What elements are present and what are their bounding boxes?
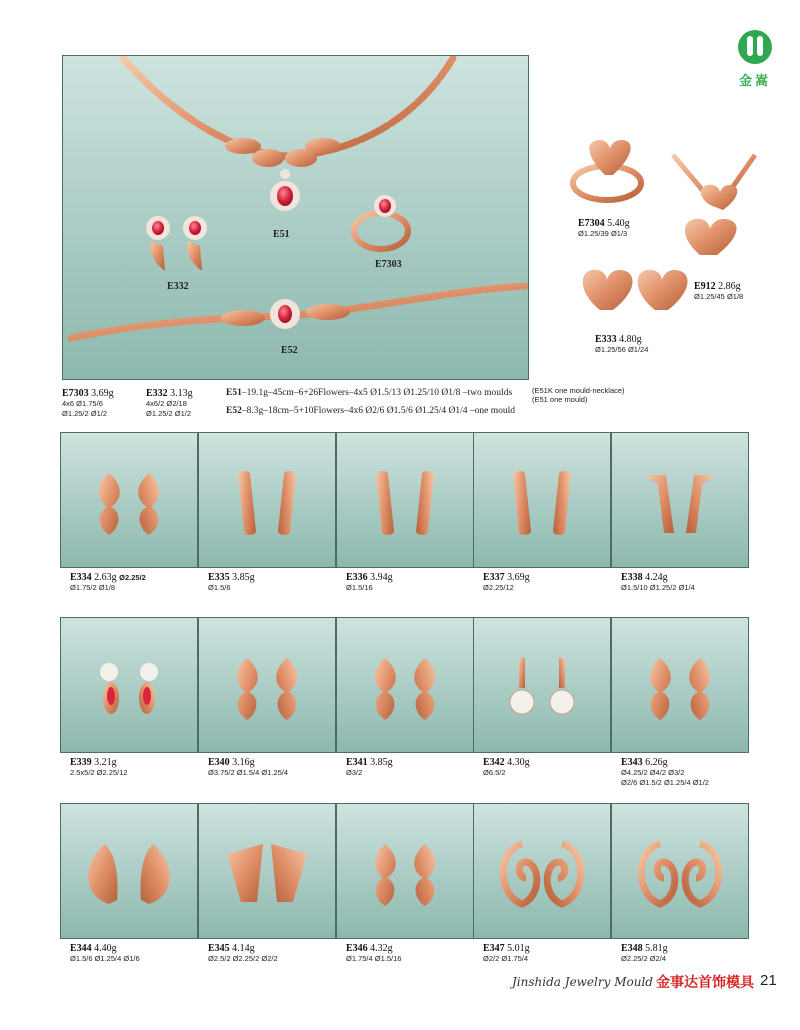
footer-brand-chinese: 金事达首饰模具 — [656, 975, 754, 991]
product-panel-e336 — [336, 432, 474, 568]
code: E332 — [146, 388, 168, 399]
spec-2: Ø2.25/12 — [483, 583, 514, 592]
necklace-pendant — [225, 138, 341, 211]
spec-2: Ø2.5/2 Ø2.25/2 Ø2/2 — [208, 954, 278, 963]
ring-e7303 — [354, 195, 408, 249]
caption-e345 — [208, 943, 346, 964]
spec: Ø1.25/45 Ø1/8 — [694, 292, 744, 301]
caption-e335 — [208, 572, 346, 593]
spec-2: Ø6.5/2 — [483, 768, 506, 777]
hero-jewelry-illustration — [63, 56, 528, 379]
side-jewelry-illustration — [555, 135, 795, 350]
product-panel-e348 — [611, 803, 749, 939]
weight: 4.32g — [370, 943, 393, 954]
code: E344 — [70, 943, 92, 954]
product-panel-e334 — [60, 432, 198, 568]
spec-1: 4x6/2 Ø2/18 — [146, 399, 187, 408]
earring-pair-illustration — [474, 433, 610, 567]
spec-2: Ø1.75/2 Ø1/8 — [70, 583, 116, 592]
brand-logo — [728, 30, 782, 92]
caption-e51 — [226, 386, 512, 401]
code: E51 — [226, 388, 242, 398]
spec-2: Ø3/2 — [346, 768, 363, 777]
caption-e336 — [346, 572, 484, 593]
description: –19.1g–45cm–6+26Flowers–4x5 Ø1.5/13 Ø1.25/10 Ø1/8 –two moulds — [241, 388, 513, 398]
earring-pair-illustration — [199, 618, 335, 752]
earring-pair-illustration — [474, 804, 610, 938]
caption-e912 — [694, 281, 743, 302]
weight: 4.30g — [507, 757, 530, 768]
spec-3: Ø2/6 Ø1.5/2 Ø1.25/4 Ø1/2 — [621, 778, 709, 787]
code: E339 — [70, 757, 92, 768]
weight: 5.40g — [607, 218, 630, 229]
weight: 4.14g — [232, 943, 255, 954]
spec-2: Ø1.25/2 Ø1/2 — [62, 409, 108, 418]
product-panel-e347 — [473, 803, 611, 939]
caption-e339 — [70, 757, 208, 778]
weight: 4.40g — [94, 943, 117, 954]
spec-2: Ø1.5/10 Ø1.25/2 Ø1/4 — [621, 583, 695, 592]
hero-panel — [62, 55, 529, 380]
product-panel-e337 — [473, 432, 611, 568]
caption-e52 — [226, 404, 515, 419]
code: E7303 — [62, 388, 89, 399]
code: E336 — [346, 572, 368, 583]
spec-2: Ø1.75/4 Ø1.5/16 — [346, 954, 402, 963]
product-panel-e338 — [611, 432, 749, 568]
earring-pair-illustration — [337, 433, 473, 567]
spec: Ø1.25/56 Ø1/24 — [595, 345, 649, 354]
caption-e342 — [483, 757, 621, 778]
page-number: 21 — [760, 972, 777, 989]
earring-pair-illustration — [61, 804, 197, 938]
caption-e333 — [595, 334, 648, 355]
code: E338 — [621, 572, 643, 583]
spec-1: Ø2.25/2 — [119, 573, 146, 582]
product-panel-e335 — [198, 432, 336, 568]
earring-pair-illustration — [61, 618, 197, 752]
spec-2: Ø2/2 Ø1.75/4 — [483, 954, 529, 963]
code: E912 — [694, 281, 716, 292]
weight: 2.86g — [718, 281, 741, 292]
earring-pair-illustration — [61, 433, 197, 567]
earring-pair-illustration — [612, 804, 748, 938]
weight: 3.85g — [370, 757, 393, 768]
description: –8.3g–18cm–5+10Flowers–4x6 Ø2/6 Ø1.5/6 Ø1.25/4 Ø1/4 –one mould — [241, 406, 516, 416]
caption-e346 — [346, 943, 484, 964]
label-e51: E51 — [273, 229, 290, 240]
label-e332: E332 — [167, 281, 189, 292]
earring-pair-illustration — [337, 618, 473, 752]
caption-e334 — [70, 572, 208, 593]
weight: 4.24g — [645, 572, 668, 583]
spec-2: Ø2.25/2 Ø2/4 — [621, 954, 667, 963]
bracelet-center — [221, 299, 350, 329]
caption-e7304 — [578, 218, 630, 239]
code: E340 — [208, 757, 230, 768]
weight: 5.01g — [507, 943, 530, 954]
spec-2: Ø1.5/16 — [346, 583, 373, 592]
weight: 3.21g — [94, 757, 117, 768]
code: E52 — [226, 406, 242, 416]
product-panel-e342 — [473, 617, 611, 753]
spec-2: Ø1.25/2 Ø1/2 — [146, 409, 192, 418]
weight: 3.85g — [232, 572, 255, 583]
code: E348 — [621, 943, 643, 954]
spec-2: Ø3.75/2 Ø1.5/4 Ø1.25/4 — [208, 768, 289, 777]
weight: 3.13g — [170, 388, 193, 399]
product-panel-e339 — [60, 617, 198, 753]
earring-pair-illustration — [612, 618, 748, 752]
spec-2: Ø1.5/6 Ø1.25/4 Ø1/6 — [70, 954, 140, 963]
spec-2: Ø1.5/6 — [208, 583, 231, 592]
mould-notes — [532, 386, 625, 404]
caption-e341 — [346, 757, 484, 778]
product-panel-e345 — [198, 803, 336, 939]
code: E343 — [621, 757, 643, 768]
logo-mark-icon — [738, 30, 772, 64]
spec-2: 2.5x5/2 Ø2.25/12 — [70, 768, 128, 777]
code: E347 — [483, 943, 505, 954]
code: E346 — [346, 943, 368, 954]
logo-text: 金嵩 — [738, 74, 771, 89]
code: E335 — [208, 572, 230, 583]
caption-e7303 — [62, 388, 114, 419]
weight: 3.69g — [91, 388, 114, 399]
code: E341 — [346, 757, 368, 768]
product-panel-e343 — [611, 617, 749, 753]
caption-e340 — [208, 757, 346, 778]
weight: 3.16g — [232, 757, 255, 768]
earring-pair-illustration — [474, 618, 610, 752]
earrings-e332 — [146, 216, 207, 271]
weight: 4.80g — [619, 334, 642, 345]
label-e7303: E7303 — [375, 259, 402, 270]
code: E333 — [595, 334, 617, 345]
caption-e343 — [621, 757, 759, 788]
footer-brand-script: Jinshida Jewelry Mould — [512, 975, 653, 989]
product-panel-e344 — [60, 803, 198, 939]
code: E7304 — [578, 218, 605, 229]
code: E342 — [483, 757, 505, 768]
spec-2: Ø4.25/2 Ø4/2 Ø3/2 — [621, 768, 685, 777]
weight: 5.81g — [645, 943, 668, 954]
weight: 3.94g — [370, 572, 393, 583]
note-1: (E51K one mould-necklace) — [532, 386, 625, 395]
earring-pair-illustration — [199, 804, 335, 938]
product-panel-e340 — [198, 617, 336, 753]
caption-e337 — [483, 572, 621, 593]
caption-e348 — [621, 943, 759, 964]
caption-e347 — [483, 943, 621, 964]
note-2: (E51 one mould) — [532, 395, 588, 404]
earring-pair-illustration — [337, 804, 473, 938]
product-panel-e346 — [336, 803, 474, 939]
caption-e344 — [70, 943, 208, 964]
code: E345 — [208, 943, 230, 954]
earring-pair-illustration — [199, 433, 335, 567]
product-panel-e341 — [336, 617, 474, 753]
spec-1: 4x6 Ø1.75/6 — [62, 399, 103, 408]
caption-e332 — [146, 388, 193, 419]
weight: 2.63g — [94, 572, 117, 583]
weight: 6.26g — [645, 757, 668, 768]
caption-e338 — [621, 572, 759, 593]
code: E334 — [70, 572, 92, 583]
code: E337 — [483, 572, 505, 583]
spec: Ø1.25/39 Ø1/3 — [578, 229, 628, 238]
label-e52: E52 — [281, 345, 298, 356]
weight: 3.69g — [507, 572, 530, 583]
earring-pair-illustration — [612, 433, 748, 567]
